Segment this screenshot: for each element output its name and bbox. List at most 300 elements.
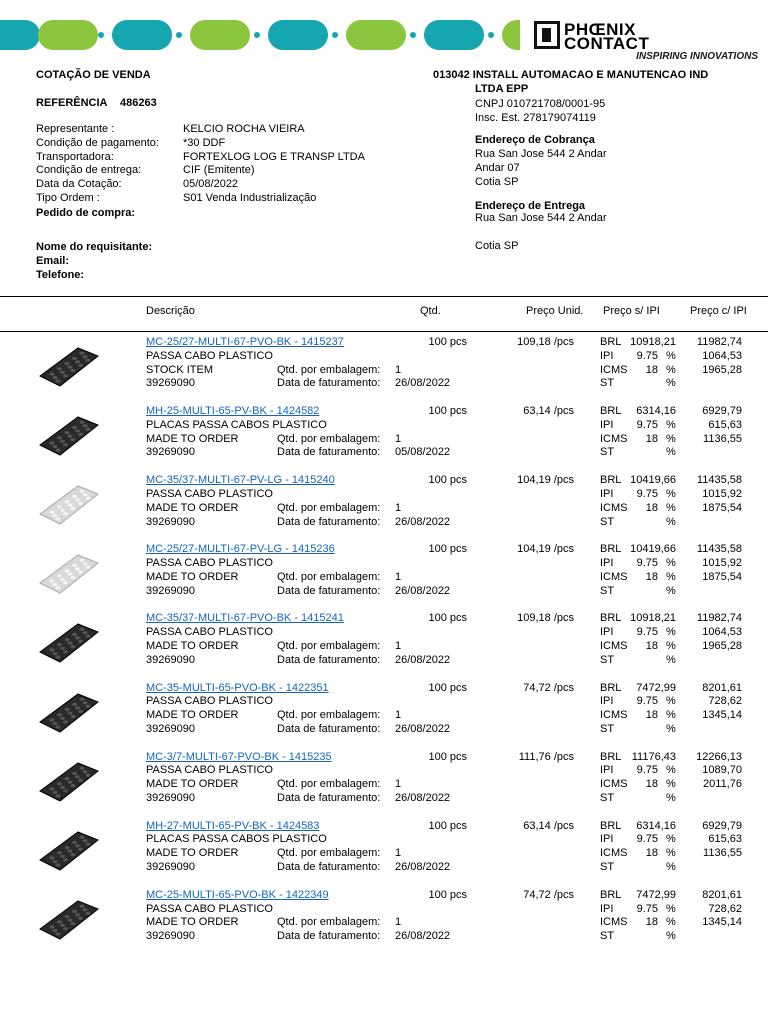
table-row — [0, 612, 768, 678]
product-grommet — [63, 858, 68, 861]
percent-sign: % — [666, 349, 676, 362]
logo-brand-line1: PHŒNIX — [564, 20, 636, 39]
product-ncm: 39269090 — [146, 584, 195, 597]
st-label: ST — [600, 861, 615, 874]
product-code-link[interactable]: MC-35/37-MULTI-67-PV-LG - 1415240 — [146, 474, 335, 487]
billing-date-value: 26/08/2022 — [395, 861, 451, 874]
product-status: MADE TO ORDER — [146, 432, 239, 445]
icms-label: ICMS — [600, 778, 628, 791]
table-header-divider — [0, 331, 768, 332]
product-grommet — [80, 628, 85, 631]
st-label: ST — [600, 930, 615, 943]
price-no-ipi: 7472,99 — [636, 681, 676, 694]
customer-insc: Insc. Est. 278179074119 — [475, 112, 596, 124]
product-image — [38, 688, 100, 734]
percent-sign: % — [666, 584, 676, 597]
product-grommet — [65, 915, 70, 918]
product-image — [38, 895, 100, 941]
product-code-link[interactable]: MC-25/27-MULTI-67-PVO-BK - 1415237 — [146, 336, 344, 348]
ipi-label: IPI — [600, 349, 614, 362]
email-label: Email: — [36, 255, 70, 267]
ipi-rate: 9.75 — [636, 695, 658, 708]
percent-sign: % — [666, 653, 676, 666]
field-label: Condição de pagamento: — [36, 136, 159, 149]
banner-dot — [332, 32, 338, 38]
price-with-ipi: 6929,79 — [702, 405, 742, 418]
banner-dot — [98, 32, 104, 38]
product-grommet — [50, 787, 55, 790]
product-grommet — [72, 357, 77, 360]
unit-price: 74,72 /pcs — [523, 681, 574, 694]
currency-label: BRL — [600, 888, 622, 901]
icms-value: 1965,28 — [702, 639, 742, 652]
product-grommet — [56, 794, 61, 797]
product-code-link[interactable]: MC-35-MULTI-65-PVO-BK - 1422351 — [146, 681, 329, 694]
icms-label: ICMS — [600, 847, 628, 860]
price-no-ipi: 7472,99 — [636, 888, 676, 901]
product-grommet — [80, 559, 85, 562]
product-image — [38, 480, 100, 526]
icms-label: ICMS — [600, 916, 628, 929]
product-name: PASSA CABO PLASTICO — [146, 557, 273, 570]
ipi-label: IPI — [600, 902, 614, 915]
percent-sign: % — [666, 626, 676, 639]
unit-price: 63,14 /pcs — [523, 405, 574, 418]
field-value: S01 Venda Industrialização — [183, 192, 317, 204]
product-grommet — [63, 443, 68, 446]
product-grommet — [68, 366, 73, 369]
product-grommet — [68, 711, 73, 714]
product-grommet — [63, 374, 68, 377]
banner-pill — [38, 20, 98, 50]
field-value: 05/08/2022 — [183, 178, 239, 191]
unit-price: 111,76 /pcs — [518, 750, 574, 763]
product-grommet — [53, 583, 58, 586]
price-no-ipi: 10419,66 — [630, 543, 676, 556]
st-label: ST — [600, 515, 615, 528]
product-status: MADE TO ORDER — [146, 709, 239, 722]
icms-label: ICMS — [600, 363, 628, 376]
item-quantity: 100 pcs — [428, 750, 467, 763]
product-grommet — [86, 566, 91, 569]
item-quantity: 100 pcs — [428, 612, 467, 625]
product-grommet — [60, 716, 65, 719]
product-name: PASSA CABO PLASTICO — [146, 764, 273, 777]
product-grommet — [68, 918, 73, 921]
price-with-ipi: 8201,61 — [702, 681, 742, 694]
delivery-address-line: Cotia SP — [475, 240, 519, 252]
product-status: STOCK ITEM — [146, 363, 214, 376]
product-code-link[interactable]: MC-25/27-MULTI-67-PV-LG - 1415236 — [146, 543, 335, 556]
product-grommet — [86, 635, 91, 638]
product-grommet — [57, 782, 62, 785]
ipi-rate: 9.75 — [636, 487, 658, 500]
product-grommet — [80, 904, 85, 907]
price-with-ipi: 12266,13 — [696, 750, 742, 763]
customer-name-line2: LTDA EPP — [475, 83, 529, 95]
banner-pill — [424, 20, 484, 50]
percent-sign: % — [666, 791, 676, 804]
document-title: COTAÇÃO DE VENDA — [36, 69, 151, 81]
billing-date-value: 26/08/2022 — [395, 722, 451, 735]
product-grommet — [72, 771, 77, 774]
product-ncm: 39269090 — [146, 653, 195, 666]
package-qty-value: 1 — [395, 570, 402, 583]
package-qty-value: 1 — [395, 847, 402, 860]
ipi-rate: 9.75 — [636, 764, 658, 777]
product-grommet — [78, 778, 83, 781]
product-name: PLACAS PASSA CABOS PLASTICO — [146, 418, 327, 431]
product-grommet — [65, 708, 70, 711]
product-grommet — [50, 856, 55, 859]
icms-value: 2011,76 — [703, 778, 742, 791]
icms-rate: 18 — [645, 501, 658, 514]
product-grommet — [72, 564, 77, 567]
percent-sign: % — [666, 709, 676, 722]
product-code-link[interactable]: MH-27-MULTI-65-PV-BK - 1424583 — [146, 819, 320, 832]
st-label: ST — [600, 377, 615, 390]
package-qty-label: Qtd. por embalagem: — [277, 709, 381, 722]
percent-sign: % — [666, 778, 676, 791]
product-grommet — [57, 920, 62, 923]
product-grommet — [50, 649, 55, 652]
product-grommet — [50, 925, 55, 928]
billing-date-label: Data de faturamento: — [277, 930, 381, 943]
currency-label: BRL — [600, 681, 622, 694]
package-qty-label: Qtd. por embalagem: — [277, 778, 381, 791]
package-qty-label: Qtd. por embalagem: — [277, 847, 381, 860]
product-name: PASSA CABO PLASTICO — [146, 349, 273, 362]
package-qty-value: 1 — [395, 432, 402, 445]
percent-sign: % — [666, 501, 676, 514]
package-qty-label: Qtd. por embalagem: — [277, 432, 381, 445]
banner-dot — [254, 32, 260, 38]
percent-sign: % — [666, 902, 676, 915]
product-grommet — [78, 364, 83, 367]
banner-dot — [488, 32, 494, 38]
product-grommet — [53, 721, 58, 724]
package-qty-label: Qtd. por embalagem: — [277, 639, 381, 652]
ipi-label: IPI — [600, 487, 614, 500]
billing-date-label: Data de faturamento: — [277, 722, 381, 735]
product-grommet — [71, 576, 76, 579]
product-grommet — [75, 429, 80, 432]
product-grommet — [71, 784, 76, 787]
unit-price: 109,18 /pcs — [517, 612, 574, 625]
product-code-link[interactable]: MH-25-MULTI-65-PV-BK - 1424582 — [146, 405, 320, 418]
product-grommet — [86, 428, 91, 431]
percent-sign: % — [666, 833, 676, 846]
product-grommet — [65, 362, 70, 365]
product-grommet — [78, 502, 83, 505]
icms-value: 1136,55 — [703, 432, 742, 445]
ipi-value: 615,63 — [708, 833, 742, 846]
st-label: ST — [600, 722, 615, 735]
currency-label: BRL — [600, 750, 622, 763]
percent-sign: % — [666, 695, 676, 708]
icms-rate: 18 — [645, 916, 658, 929]
product-grommet — [50, 580, 55, 583]
price-no-ipi: 11176,43 — [631, 750, 676, 763]
product-ncm: 39269090 — [146, 930, 195, 943]
product-status: MADE TO ORDER — [146, 778, 239, 791]
package-qty-label: Qtd. por embalagem: — [277, 501, 381, 514]
field-label: Transportadora: — [36, 150, 114, 163]
product-grommet — [60, 854, 65, 857]
product-grommet — [80, 421, 85, 424]
percent-sign: % — [666, 557, 676, 570]
billing-date-label: Data de faturamento: — [277, 446, 381, 459]
ipi-label: IPI — [600, 418, 614, 431]
product-grommet — [78, 640, 83, 643]
product-grommet — [63, 927, 68, 930]
ipi-value: 1089,70 — [702, 764, 742, 777]
price-with-ipi: 11982,74 — [696, 336, 742, 348]
product-grommet — [57, 644, 62, 647]
column-header-quantity: Qtd. — [420, 305, 441, 317]
product-grommet — [78, 571, 83, 574]
billing-date-label: Data de faturamento: — [277, 377, 381, 390]
product-grommet — [71, 853, 76, 856]
ipi-label: IPI — [600, 764, 614, 777]
product-grommet — [56, 518, 61, 521]
package-qty-label: Qtd. por embalagem: — [277, 916, 381, 929]
product-grommet — [53, 929, 58, 932]
banner-dot — [24, 32, 30, 38]
product-grommet — [83, 839, 88, 842]
product-grommet — [60, 785, 65, 788]
price-no-ipi: 6314,16 — [636, 819, 676, 832]
product-grommet — [86, 773, 91, 776]
reference-label: REFERÊNCIA — [36, 97, 108, 109]
table-row — [0, 751, 768, 817]
product-grommet — [72, 495, 77, 498]
st-label: ST — [600, 653, 615, 666]
ipi-value: 1015,92 — [702, 487, 742, 500]
product-grommet — [65, 638, 70, 641]
package-qty-value: 1 — [395, 639, 402, 652]
billing-date-value: 26/08/2022 — [395, 930, 451, 943]
price-no-ipi: 10918,21 — [630, 612, 676, 625]
billing-address-line: Cotia SP — [475, 176, 519, 188]
unit-price: 104,19 /pcs — [517, 474, 574, 487]
field-label: Condição de entrega: — [36, 164, 142, 177]
product-grommet — [57, 574, 62, 577]
ipi-rate: 9.75 — [636, 349, 658, 362]
table-row — [0, 405, 768, 471]
billing-date-label: Data de faturamento: — [277, 791, 381, 804]
percent-sign: % — [666, 639, 676, 652]
product-grommet — [72, 910, 77, 913]
product-code-link[interactable]: MC-3/7-MULTI-67-PVO-BK - 1415235 — [146, 750, 332, 763]
product-grommet — [53, 445, 58, 448]
product-code-link[interactable]: MC-35/37-MULTI-67-PVO-BK - 1415241 — [146, 612, 344, 625]
item-quantity: 100 pcs — [428, 681, 467, 694]
ipi-rate: 9.75 — [636, 626, 658, 639]
percent-sign: % — [666, 432, 676, 445]
billing-address-line: Andar 07 — [475, 162, 520, 174]
icms-value: 1345,14 — [702, 916, 742, 929]
product-grommet — [83, 908, 88, 911]
icms-value: 1136,55 — [703, 847, 742, 860]
ipi-rate: 9.75 — [636, 902, 658, 915]
currency-label: BRL — [600, 336, 622, 348]
item-quantity: 100 pcs — [428, 888, 467, 901]
ipi-value: 1064,53 — [702, 349, 742, 362]
product-grommet — [65, 431, 70, 434]
banner-pill — [346, 20, 406, 50]
field-value: *30 DDF — [183, 136, 226, 149]
product-grommet — [60, 578, 65, 581]
field-label: Tipo Ordem : — [36, 192, 100, 204]
product-image — [38, 826, 100, 872]
unit-price: 109,18 /pcs — [517, 336, 574, 348]
field-value: CIF (Emitente) — [183, 164, 255, 177]
product-grommet — [65, 846, 70, 849]
product-grommet — [63, 720, 68, 723]
percent-sign: % — [666, 418, 676, 431]
package-qty-value: 1 — [395, 778, 402, 791]
product-grommet — [83, 424, 88, 427]
product-name: PASSA CABO PLASTICO — [146, 626, 273, 639]
product-grommet — [56, 448, 61, 451]
icms-rate: 18 — [645, 363, 658, 376]
product-grommet — [65, 500, 70, 503]
billing-date-value: 05/08/2022 — [395, 446, 451, 459]
product-grommet — [68, 435, 73, 438]
product-grommet — [65, 569, 70, 572]
billing-date-label: Data de faturamento: — [277, 584, 381, 597]
product-grommet — [56, 656, 61, 659]
unit-price: 104,19 /pcs — [517, 543, 574, 556]
product-grommet — [60, 371, 65, 374]
item-quantity: 100 pcs — [428, 543, 467, 556]
table-row — [0, 820, 768, 886]
product-status: MADE TO ORDER — [146, 570, 239, 583]
field-value: KELCIO ROCHA VIEIRA — [183, 123, 305, 135]
delivery-address-title: Endereço de Entrega — [475, 200, 586, 212]
table-row — [0, 474, 768, 540]
product-grommet — [83, 562, 88, 565]
product-grommet — [60, 440, 65, 443]
requester-name-label: Nome do requisitante: — [36, 241, 153, 253]
currency-label: BRL — [600, 819, 622, 832]
product-ncm: 39269090 — [146, 722, 195, 735]
logo-mark-icon — [534, 21, 560, 49]
product-grommet — [83, 770, 88, 773]
price-with-ipi: 11435,58 — [696, 474, 742, 487]
product-grommet — [57, 713, 62, 716]
icms-value: 1345,14 — [702, 709, 742, 722]
product-ncm: 39269090 — [146, 446, 195, 459]
product-grommet — [80, 697, 85, 700]
logo-brand-line2: CONTACT — [564, 34, 650, 53]
banner-dot — [176, 32, 182, 38]
product-grommet — [75, 637, 80, 640]
product-grommet — [71, 645, 76, 648]
product-code-link[interactable]: MC-25-MULTI-65-PVO-BK - 1422349 — [146, 888, 329, 901]
customer-name-line1: 013042 INSTALL AUTOMACAO E MANUTENCAO IND — [433, 69, 709, 81]
icms-value: 1965,28 — [702, 363, 742, 376]
product-grommet — [71, 715, 76, 718]
product-status: MADE TO ORDER — [146, 916, 239, 929]
icms-label: ICMS — [600, 639, 628, 652]
product-grommet — [57, 367, 62, 370]
product-ncm: 39269090 — [146, 861, 195, 874]
icms-value: 1875,54 — [702, 570, 742, 583]
percent-sign: % — [666, 515, 676, 528]
product-grommet — [80, 352, 85, 355]
banner-pill — [502, 20, 520, 50]
unit-price: 74,72 /pcs — [523, 888, 574, 901]
product-image — [38, 618, 100, 664]
product-grommet — [75, 568, 80, 571]
product-grommet — [50, 441, 55, 444]
product-grommet — [57, 505, 62, 508]
purchase-order-label: Pedido de compra: — [36, 207, 136, 219]
price-no-ipi: 10918,21 — [630, 336, 676, 348]
billing-date-value: 26/08/2022 — [395, 653, 451, 666]
price-no-ipi: 6314,16 — [636, 405, 676, 418]
ipi-label: IPI — [600, 833, 614, 846]
product-grommet — [68, 504, 73, 507]
product-status: MADE TO ORDER — [146, 639, 239, 652]
billing-date-value: 26/08/2022 — [395, 377, 451, 390]
product-grommet — [56, 725, 61, 728]
billing-date-value: 26/08/2022 — [395, 515, 451, 528]
product-grommet — [63, 581, 68, 584]
product-grommet — [56, 932, 61, 935]
column-header-price-no-ipi: Preço s/ IPI — [603, 305, 660, 317]
icms-rate: 18 — [645, 778, 658, 791]
product-grommet — [78, 847, 83, 850]
product-grommet — [86, 359, 91, 362]
product-grommet — [60, 509, 65, 512]
table-row — [0, 682, 768, 748]
product-grommet — [57, 851, 62, 854]
ipi-value: 1015,92 — [702, 557, 742, 570]
ipi-value: 728,62 — [708, 695, 742, 708]
billing-date-value: 26/08/2022 — [395, 584, 451, 597]
package-qty-value: 1 — [395, 363, 402, 376]
price-with-ipi: 11435,58 — [696, 543, 742, 556]
reference-value: 486263 — [120, 97, 157, 109]
product-name: PASSA CABO PLASTICO — [146, 902, 273, 915]
product-grommet — [60, 647, 65, 650]
product-grommet — [53, 790, 58, 793]
product-grommet — [53, 652, 58, 655]
ipi-value: 728,62 — [708, 902, 742, 915]
phone-label: Telefone: — [36, 269, 85, 281]
currency-label: BRL — [600, 405, 622, 418]
package-qty-label: Qtd. por embalagem: — [277, 570, 381, 583]
price-with-ipi: 8201,61 — [702, 888, 742, 901]
product-grommet — [53, 860, 58, 863]
product-status: MADE TO ORDER — [146, 847, 239, 860]
column-header-unit-price: Preço Unid. — [526, 305, 584, 317]
product-grommet — [72, 702, 77, 705]
billing-date-label: Data de faturamento: — [277, 653, 381, 666]
product-grommet — [78, 433, 83, 436]
product-image — [38, 757, 100, 803]
product-grommet — [86, 704, 91, 707]
product-grommet — [71, 507, 76, 510]
banner-pill — [268, 20, 328, 50]
product-grommet — [50, 372, 55, 375]
banner-pill — [0, 20, 40, 50]
package-qty-value: 1 — [395, 916, 402, 929]
banner-pill — [190, 20, 250, 50]
